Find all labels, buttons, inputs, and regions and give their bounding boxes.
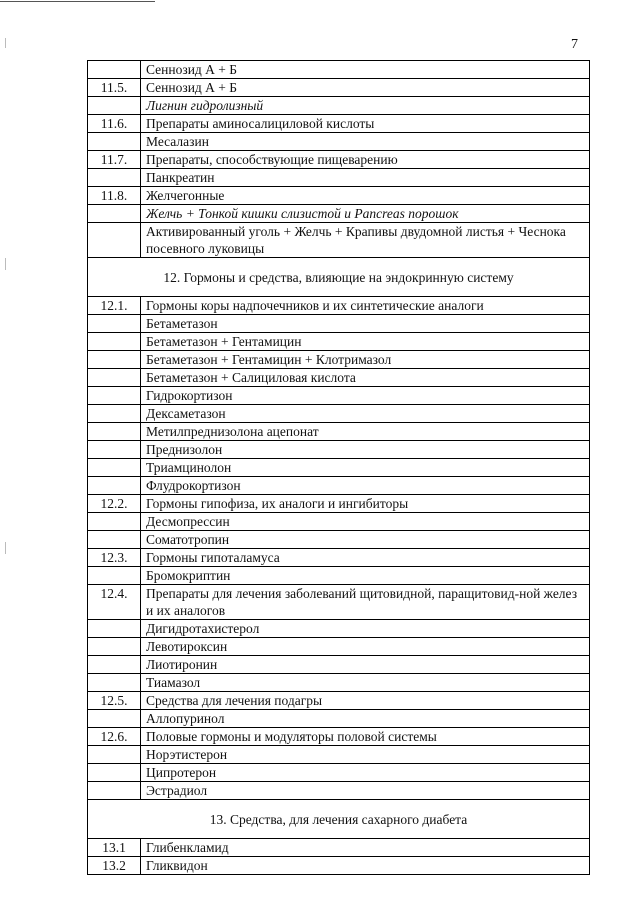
item-number xyxy=(88,61,141,79)
item-text: Ципротерон xyxy=(141,764,590,782)
table-row xyxy=(88,638,590,656)
item-number xyxy=(88,477,141,495)
item-text: Сеннозид А + Б xyxy=(141,79,590,97)
item-number: 12.6. xyxy=(88,728,141,746)
item-text: Препараты аминосалициловой кислоты xyxy=(141,115,590,133)
item-number xyxy=(88,169,141,187)
table-row xyxy=(88,477,590,495)
section-heading-row xyxy=(88,258,590,297)
table-row xyxy=(88,297,590,315)
item-number xyxy=(88,567,141,585)
item-number: 11.5. xyxy=(88,79,141,97)
item-number xyxy=(88,423,141,441)
item-number: 11.6. xyxy=(88,115,141,133)
item-number: 12.2. xyxy=(88,495,141,513)
item-text: Флудрокортизон xyxy=(141,477,590,495)
table-row xyxy=(88,459,590,477)
item-text: Лиотиронин xyxy=(141,656,590,674)
table-body xyxy=(88,61,590,875)
item-number xyxy=(88,315,141,333)
table-row xyxy=(88,441,590,459)
item-text: Левотироксин xyxy=(141,638,590,656)
item-number xyxy=(88,764,141,782)
item-text: Сеннозид А + Б xyxy=(141,61,590,79)
table-row xyxy=(88,387,590,405)
item-text: Препараты, способствующие пищеварению xyxy=(141,151,590,169)
item-text: Гормоны гипофиза, их аналоги и ингибиторы xyxy=(141,495,590,513)
item-text: Преднизолон xyxy=(141,441,590,459)
item-number: 12.4. xyxy=(88,585,141,620)
item-number xyxy=(88,205,141,223)
item-text: Метилпреднизолона ацепонат xyxy=(141,423,590,441)
item-number xyxy=(88,441,141,459)
item-number: 12.3. xyxy=(88,549,141,567)
table-row xyxy=(88,513,590,531)
item-text: Гидрокортизон xyxy=(141,387,590,405)
item-number xyxy=(88,710,141,728)
item-text: Бетаметазон + Гентамицин xyxy=(141,333,590,351)
item-number xyxy=(88,746,141,764)
drug-list-table xyxy=(87,60,590,875)
table-row xyxy=(88,495,590,513)
item-text: Аллопуринол xyxy=(141,710,590,728)
item-number xyxy=(88,369,141,387)
item-number xyxy=(88,638,141,656)
item-number xyxy=(88,459,141,477)
item-text: Глибенкламид xyxy=(141,839,590,857)
item-text: Желчегонные xyxy=(141,187,590,205)
item-number xyxy=(88,97,141,115)
table-row xyxy=(88,782,590,800)
margin-mark xyxy=(5,542,6,554)
item-number xyxy=(88,674,141,692)
item-text: Дигидротахистерол xyxy=(141,620,590,638)
item-text: Панкреатин xyxy=(141,169,590,187)
table-row xyxy=(88,351,590,369)
table-row xyxy=(88,405,590,423)
item-text: Гормоны коры надпочечников и их синтетические аналоги xyxy=(141,297,590,315)
item-text: Половые гормоны и модуляторы половой системы xyxy=(141,728,590,746)
table-row xyxy=(88,692,590,710)
item-text: Желчь + Тонкой кишки слизистой и Pancreas порошок xyxy=(141,205,590,223)
table-row xyxy=(88,549,590,567)
table-row xyxy=(88,205,590,223)
page-number: 7 xyxy=(571,37,578,52)
table-row xyxy=(88,61,590,79)
item-text: Тиамазол xyxy=(141,674,590,692)
item-number: 13.2 xyxy=(88,857,141,875)
item-text: Десмопрессин xyxy=(141,513,590,531)
item-text: Бетаметазон + Гентамицин + Клотримазол xyxy=(141,351,590,369)
item-text: Гормоны гипоталамуса xyxy=(141,549,590,567)
item-number xyxy=(88,531,141,549)
table-row xyxy=(88,674,590,692)
table-row xyxy=(88,710,590,728)
table-row xyxy=(88,728,590,746)
table-row xyxy=(88,369,590,387)
item-text: Гликвидон xyxy=(141,857,590,875)
table-row xyxy=(88,567,590,585)
table-row xyxy=(88,333,590,351)
table-row xyxy=(88,187,590,205)
item-text: Месалазин xyxy=(141,133,590,151)
item-text: Норэтистерон xyxy=(141,746,590,764)
item-number xyxy=(88,405,141,423)
item-number xyxy=(88,782,141,800)
item-text: Препараты для лечения заболеваний щитовидной, паращитовид-ной желез и их аналогов xyxy=(141,585,590,620)
section-heading: 12. Гормоны и средства, влияющие на эндокринную систему xyxy=(88,258,590,297)
item-number: 11.7. xyxy=(88,151,141,169)
item-number xyxy=(88,223,141,258)
item-text: Бромокриптин xyxy=(141,567,590,585)
table-row xyxy=(88,857,590,875)
item-number: 11.8. xyxy=(88,187,141,205)
item-text: Средства для лечения подагры xyxy=(141,692,590,710)
section-heading-row xyxy=(88,800,590,839)
item-number xyxy=(88,513,141,531)
table-row xyxy=(88,79,590,97)
section-heading: 13. Средства, для лечения сахарного диабета xyxy=(88,800,590,839)
item-text: Активированный уголь + Желчь + Крапивы двудомной листья + Чеснока посевного луковицы xyxy=(141,223,590,258)
table-row xyxy=(88,746,590,764)
table-row xyxy=(88,115,590,133)
item-text: Лигнин гидролизный xyxy=(141,97,590,115)
table-row xyxy=(88,151,590,169)
item-text: Бетаметазон xyxy=(141,315,590,333)
item-number xyxy=(88,333,141,351)
item-text: Эстрадиол xyxy=(141,782,590,800)
item-text: Дексаметазон xyxy=(141,405,590,423)
table-row xyxy=(88,315,590,333)
margin-mark xyxy=(5,38,6,48)
item-text: Триамцинолон xyxy=(141,459,590,477)
top-rule xyxy=(0,1,155,2)
item-number xyxy=(88,656,141,674)
table-row xyxy=(88,531,590,549)
table-row xyxy=(88,133,590,151)
table-row xyxy=(88,97,590,115)
item-text: Соматотропин xyxy=(141,531,590,549)
table-row xyxy=(88,839,590,857)
table-row xyxy=(88,620,590,638)
item-number: 12.5. xyxy=(88,692,141,710)
item-number xyxy=(88,351,141,369)
item-number: 12.1. xyxy=(88,297,141,315)
table-row xyxy=(88,585,590,620)
table-row xyxy=(88,656,590,674)
item-number xyxy=(88,620,141,638)
item-text: Бетаметазон + Салициловая кислота xyxy=(141,369,590,387)
item-number: 13.1 xyxy=(88,839,141,857)
table-row xyxy=(88,223,590,258)
table-row xyxy=(88,423,590,441)
table-row xyxy=(88,169,590,187)
item-number xyxy=(88,387,141,405)
table-row xyxy=(88,764,590,782)
margin-mark xyxy=(5,258,6,270)
item-number xyxy=(88,133,141,151)
